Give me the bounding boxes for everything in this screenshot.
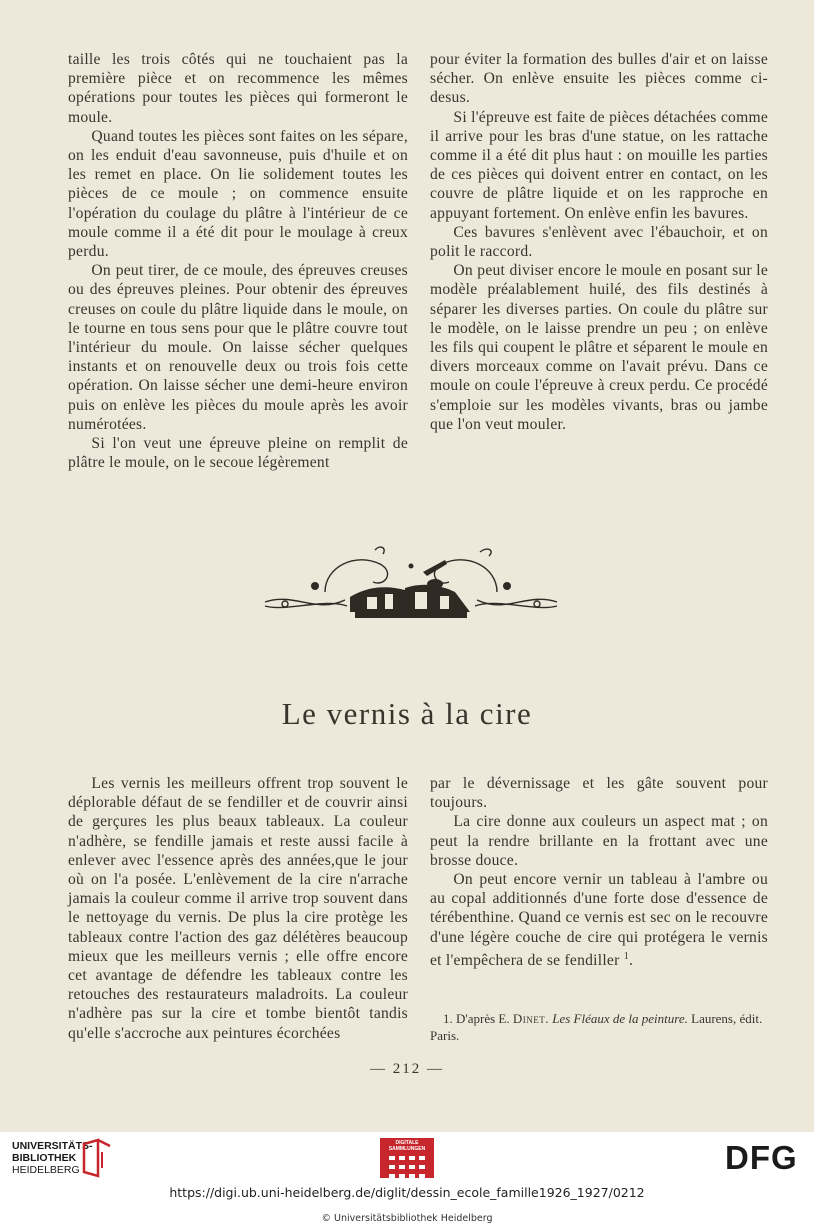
- footnote-author: Dinet.: [512, 1011, 549, 1026]
- paragraph: On peut encore vernir un tableau à l'ambre ou au copal additionnés d'une forte dose d'essence de térébenthine. Quand ce vernis est sec on le recouvre d'une légère couche de cire qui protégera le vernis et l'empêchera de se fendiller $^1$.: [430, 871, 768, 970]
- section-title: Le vernis à la cire: [281, 696, 533, 731]
- library-line-1: UNIVERSITÄTS-: [12, 1140, 93, 1152]
- paragraph: par le dévernissage et les gâte souvent pour toujours.: [430, 775, 768, 812]
- copyright-notice: © Universitätsbibliothek Heidelberg: [321, 1213, 493, 1224]
- digital-collections-label: DIGITALE SAMMLUNGEN: [388, 1140, 426, 1152]
- paragraph: Les vernis les meilleurs offrent trop souvent le déplorable défaut de se fendiller et de couvrir ainsi de gerçures les plus beaux tableaux. La couleur n'adhère, se fendille jamais et reste aussi facile à enlever avec l'essence après des années,que le jour où on l'a posée. L'enlèvement de la cire n'arrache jamais la couleur comme il arrive trop souvent dans le nettoyage du vernis. De plus la cire protège les tableaux contre l'action des gaz délétères beaucoup mieux que les meilleurs vernis ; elle offre encore cet avantage de défendre les tableaux contre les retouches des restaurateurs maladroits. La couleur n'adhère pas sur la cire et tombe bientôt tandis qu'elle s'accroche aux peintures écorchées: [68, 775, 408, 1042]
- page-number: — 212 —: [370, 1061, 444, 1077]
- footnote-marker: 1: [623, 950, 629, 962]
- bottom-right-column: [430, 774, 768, 970]
- top-right-column: [430, 50, 768, 434]
- footnote-book-title: Les Fléaux de la peinture.: [552, 1011, 688, 1026]
- paragraph: Quand toutes les pièces sont faites on les sépare, on les enduit d'eau savonneuse, puis d'huile et on les remet en place. On lie solidement toutes les pièces de ce moule ; on commence ensuite l'opération du coulage du plâtre à l'intérieur de ce moule comme il a été dit pour le moulage à creux perdu.: [68, 127, 408, 261]
- paragraph-text: On peut encore vernir un tableau à l'ambre ou au copal additionnés d'une forte dose d'essence de térébenthine. Quand ce vernis est sec on le recouvre d'une légère couche de cire qui protégera le vernis et l'empêchera de se fendiller: [430, 871, 768, 970]
- library-line-2: BIBLIOTHEK: [12, 1152, 77, 1164]
- footnote-number: 1.: [443, 1011, 453, 1026]
- footnote-publisher: Laurens, édit. Paris.: [430, 1011, 763, 1043]
- digital-collections-logo[interactable]: [380, 1138, 434, 1178]
- decorative-vignette-illustration: [255, 542, 567, 627]
- paragraph: Ces bavures s'enlèvent avec l'ébauchoir, et on polit le raccord.: [430, 223, 768, 261]
- grid-icon: [388, 1155, 426, 1179]
- paragraph: Si l'on veut une épreuve pleine on remplit de plâtre le moule, on le secoue légèrement: [68, 435, 408, 472]
- paragraph: On peut diviser encore le moule en posant sur le modèle préalablement huilé, des fils destinés à séparer les diverses parties. On coule du plâtre sur le modèle, on le laisse prendre un peu ; on enlève les fils qui coupent le plâtre et séparent le moule en divers morceaux comme on l'avait prévu. Dans ce moule on coule l'épreuve à creux perdu. Ce procédé s'emploie sur les modèles vivants, bras ou jambe que l'on veut mouler.: [430, 262, 768, 433]
- paragraph: taille les trois côtés qui ne touchaient pas la première pièce et on recommence les mêmes opérations pour toutes les pièces qui formeront le moule.: [68, 51, 408, 126]
- paragraph: Si l'épreuve est faite de pièces détachées comme il arrive pour les bras d'une statue, on les rattache comme il a été dit plus haut : on mouille les parties de ces pièces qui doivent entrer en contact, on les couvre de plâtre liquide et on les rapproche en appuyant fortement. On enlève enfin les bavures.: [430, 108, 768, 222]
- library-line-3: HEIDELBERG: [12, 1164, 80, 1176]
- paragraph: pour éviter la formation des bulles d'air et on laisse sécher. On enlève ensuite les pièces comme ci-desus.: [430, 51, 768, 107]
- paragraph: La cire donne aux couleurs un aspect mat ; on peut la rendre brillante en la frottant avec une brosse douce.: [430, 813, 768, 869]
- paragraph: On peut tirer, de ce moule, des épreuves creuses ou des épreuves pleines. Pour obtenir des épreuves creuses on coule du plâtre liquide dans le moule, on le tourne en tous sens pour que le plâtre couvre tout l'intérieur du moule. On laisse sécher quelques instants et on renouvelle deux ou trois fois cette opération. On laisse sécher une demi-heure environ puis on enlève les pièces du moule après les avoir numérotées.: [68, 262, 408, 433]
- footnote-prefix: D'après E.: [456, 1011, 510, 1026]
- permalink-url[interactable]: https://digi.ub.uni-heidelberg.de/diglit/dessin_ecole_famille1926_1927/0212: [169, 1185, 645, 1200]
- bottom-left-column: [68, 774, 408, 1043]
- heidelberg-emblem-icon: [80, 1138, 114, 1178]
- footnote: [430, 1010, 768, 1044]
- top-left-column: [68, 50, 408, 472]
- dfg-logo[interactable]: DFG: [725, 1139, 798, 1176]
